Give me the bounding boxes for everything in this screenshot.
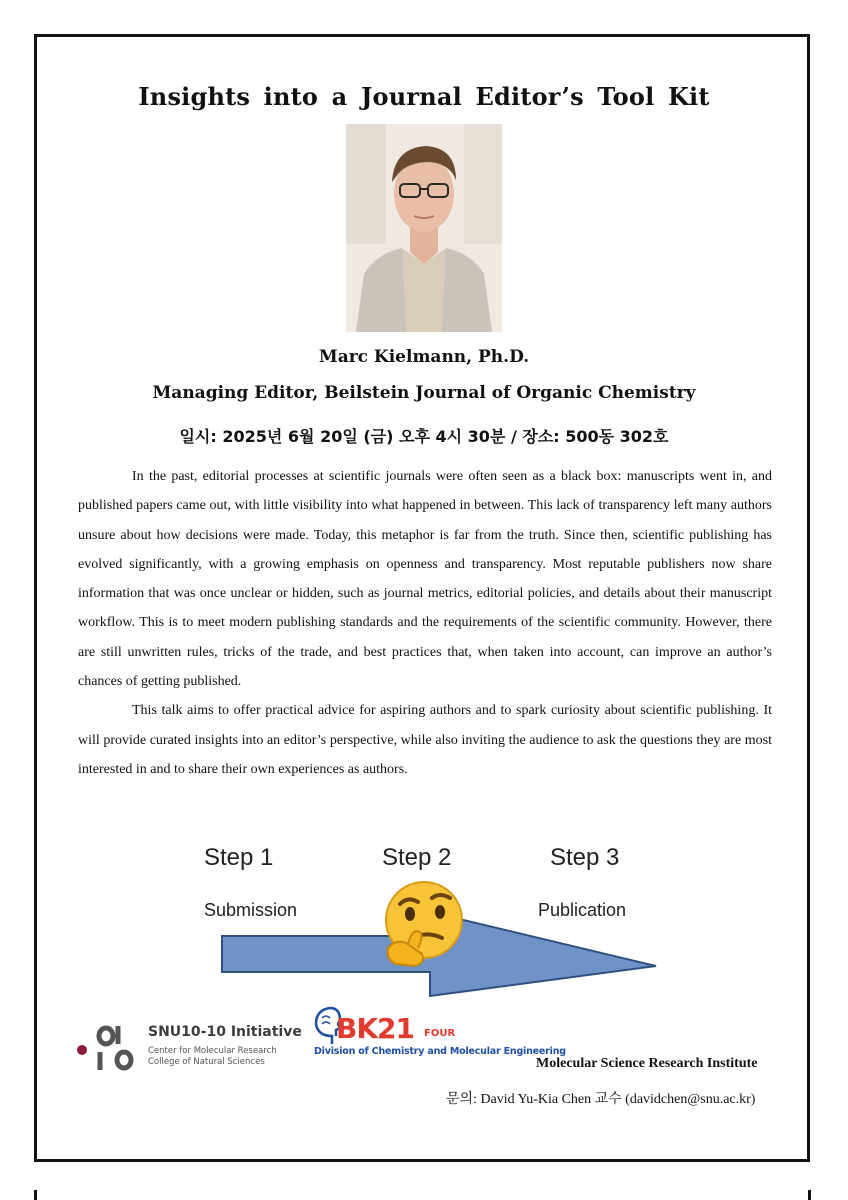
speaker-role: Managing Editor, Beilstein Journal of Organic Chemistry (152, 383, 696, 403)
poster-title: Insights into a Journal Editor’s Tool Kit (138, 82, 710, 111)
snu-title: SNU10-10 Initiative (148, 1024, 302, 1040)
bk21-four: FOUR (424, 1028, 456, 1039)
abstract-paragraph: In the past, editorial processes at scientific journals were often seen as a black box: manuscripts went in, and published papers came out, with little visibility into what happened in between. This lack of transparency left many authors unsure about how decisions were made. Today, this metaphor is far from the truth. Since then, scientific publishing has evolved significantly, with a growing emphasis on openness and transparency. Most reputable publishers now share information that was once unclear or hidden, such as journal metrics, editorial policies, and details about their manuscript workflow. This is to meet modern publishing standards and the requirements of the scientific community. However, there are still unwritten rules, tricks of the trade, and best practices that, when taken into account, can improve an author’s chances of getting published. (78, 469, 772, 690)
snu-subtitle-2: College of Natural Sciences (148, 1057, 265, 1067)
crop-mark-right (808, 1190, 811, 1200)
thinking-face-icon (378, 878, 472, 972)
snu-logo (74, 1020, 304, 1076)
speaker-photo (346, 124, 502, 332)
abstract (78, 462, 772, 784)
step-2-label: Step 2 (382, 844, 452, 871)
speaker-portrait-icon (346, 124, 502, 332)
bk21-mark: BK21 (336, 1012, 415, 1045)
abstract-paragraph: This talk aims to offer practical advice for aspiring authors and to spark curiosity about scientific publishing. It will provide curated insights into an editor’s perspective, while also inviting the audience to ask the questions they are most interested in and to share their own experiences as authors. (78, 703, 772, 777)
snu-subtitle-1: Center for Molecular Research (148, 1046, 277, 1056)
speaker-name: Marc Kielmann, Ph.D. (318, 347, 530, 367)
step-3-label: Step 3 (550, 844, 620, 871)
snu-logo-icon (74, 1020, 140, 1076)
publishing-steps-diagram (186, 840, 666, 1000)
step-1-label: Step 1 (204, 844, 274, 871)
publication-label: Publication (538, 900, 627, 920)
submission-label: Submission (204, 900, 298, 920)
contact-info: 문의: David Yu-Kia Chen 교수 (davidchen@snu.ac.kr) (446, 1092, 756, 1107)
bk21-division: Division of Chemistry and Molecular Engineering (314, 1046, 566, 1057)
crop-mark-left (34, 1190, 37, 1200)
event-date-location: 일시: 2025년 6월 20일 (금) 오후 4시 30분 / 장소: 500동 302호 (179, 427, 669, 446)
bk21-logo (312, 1006, 566, 1066)
institute-name: Molecular Science Research Institute (536, 1056, 758, 1071)
